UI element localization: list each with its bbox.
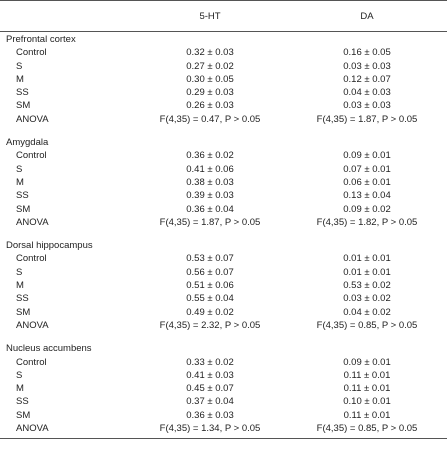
header-5ht: 5-HT [133,1,287,32]
section-heading-row [0,135,447,149]
cell-5ht: F(4,35) = 1.34, P > 0.05 [133,422,287,439]
cell-da: 0.01 ± 0.01 [343,253,391,265]
cell-5ht: 0.41 ± 0.03 [186,369,234,381]
row-label: S [16,60,23,72]
row-label: S [16,163,23,175]
cell-5ht: 0.55 ± 0.04 [186,293,234,305]
cell-da: 0.11 ± 0.01 [343,409,391,421]
cell-da: 0.04 ± 0.02 [343,306,391,318]
cell-5ht: 0.38 ± 0.03 [186,176,234,188]
cell-da: 0.03 ± 0.03 [343,100,391,112]
row-label: M [16,280,24,292]
section-heading-row [0,238,447,252]
row-label: SS [16,293,29,305]
cell-5ht: 0.56 ± 0.07 [186,266,234,278]
cell-da: 0.13 ± 0.04 [343,190,391,202]
cell-da: 0.16 ± 0.05 [343,47,391,59]
header-blank [0,1,133,32]
cell-5ht: 0.36 ± 0.03 [186,409,234,421]
table-row [0,382,447,395]
cell-da: 0.09 ± 0.02 [343,203,391,215]
table-row [0,189,447,202]
cell-da: 0.06 ± 0.01 [343,176,391,188]
table-row [0,292,447,305]
cell-da: 0.10 ± 0.01 [343,396,391,408]
cell-5ht: 0.30 ± 0.05 [186,73,234,85]
table-row [0,113,447,129]
table-row [0,369,447,382]
row-label: M [16,73,24,85]
table-row [0,73,447,86]
cell-da: 0.03 ± 0.03 [343,60,391,72]
table-row [0,422,447,439]
row-label: ANOVA [16,113,49,125]
section-title: Dorsal hippocampus [6,240,93,252]
section-title: Prefrontal cortex [6,34,76,45]
cell-5ht: 0.49 ± 0.02 [186,306,234,318]
table-row [0,279,447,292]
table-row [0,163,447,176]
cell-da: 0.03 ± 0.02 [343,293,391,305]
table-row [0,356,447,369]
row-label: Control [16,150,47,162]
row-label: M [16,176,24,188]
table-row [0,99,447,112]
table-body [0,32,447,439]
cell-5ht: 0.51 ± 0.06 [186,280,234,292]
header-row [0,1,447,32]
table-row [0,176,447,189]
cell-5ht: 0.41 ± 0.06 [186,163,234,175]
cell-da: F(4,35) = 1.82, P > 0.05 [316,216,418,228]
cell-da: 0.01 ± 0.01 [343,266,391,278]
table-row [0,266,447,279]
row-label: S [16,369,23,381]
row-label: ANOVA [16,216,49,228]
cell-da: F(4,35) = 0.85, P > 0.05 [316,319,418,331]
cell-5ht: 0.36 ± 0.04 [186,203,234,215]
cell-da: F(4,35) = 0.85, P > 0.05 [287,422,447,439]
cell-5ht: F(4,35) = 1.87, P > 0.05 [159,216,261,228]
cell-da: 0.09 ± 0.01 [343,150,391,162]
cell-5ht: 0.36 ± 0.02 [186,150,234,162]
cell-da: 0.11 ± 0.01 [343,383,391,395]
row-label: ANOVA [16,319,49,331]
header-da: DA [287,1,447,32]
table-row [0,216,447,232]
cell-da: F(4,35) = 1.87, P > 0.05 [316,113,418,125]
cell-da: 0.12 ± 0.07 [343,73,391,85]
cell-da: 0.53 ± 0.02 [343,280,391,292]
row-label: SM [16,203,31,215]
cell-5ht: 0.53 ± 0.07 [186,253,234,265]
table-row [0,60,447,73]
section-title: Amygdala [6,137,49,149]
table-row [0,252,447,265]
table-row [0,409,447,422]
cell-da: 0.07 ± 0.01 [343,163,391,175]
cell-5ht: 0.37 ± 0.04 [186,396,234,408]
cell-5ht: 0.29 ± 0.03 [186,87,234,99]
row-label: SM [16,100,31,112]
row-label: Control [16,47,47,59]
table-row [0,203,447,216]
table-row [0,149,447,162]
table-row [0,395,447,408]
row-label: SM [16,409,31,421]
row-label: SM [16,306,31,318]
table-row [0,46,447,59]
cell-5ht: 0.27 ± 0.02 [186,60,234,72]
section-heading-row [0,32,447,47]
table-row [0,306,447,319]
cell-da: 0.09 ± 0.01 [343,356,391,368]
row-label: S [16,266,23,278]
section-title: Nucleus accumbens [6,343,92,355]
table-row [0,86,447,99]
row-label: Control [16,356,47,368]
row-label: Control [16,253,47,265]
row-label: M [16,383,24,395]
cell-da: 0.11 ± 0.01 [343,369,391,381]
section-heading-row [0,341,447,355]
cell-5ht: 0.33 ± 0.02 [186,356,234,368]
cell-5ht: F(4,35) = 0.47, P > 0.05 [159,113,261,125]
row-label: SS [16,396,29,408]
cell-5ht: 0.39 ± 0.03 [186,190,234,202]
cell-5ht: F(4,35) = 2.32, P > 0.05 [159,319,261,331]
cell-5ht: 0.45 ± 0.07 [186,383,234,395]
cell-5ht: 0.32 ± 0.03 [186,47,234,59]
row-label: SS [16,190,29,202]
cell-5ht: 0.26 ± 0.03 [186,100,234,112]
cell-da: 0.04 ± 0.03 [343,87,391,99]
table-row [0,319,447,335]
row-label: ANOVA [0,422,133,439]
row-label: SS [16,87,29,99]
